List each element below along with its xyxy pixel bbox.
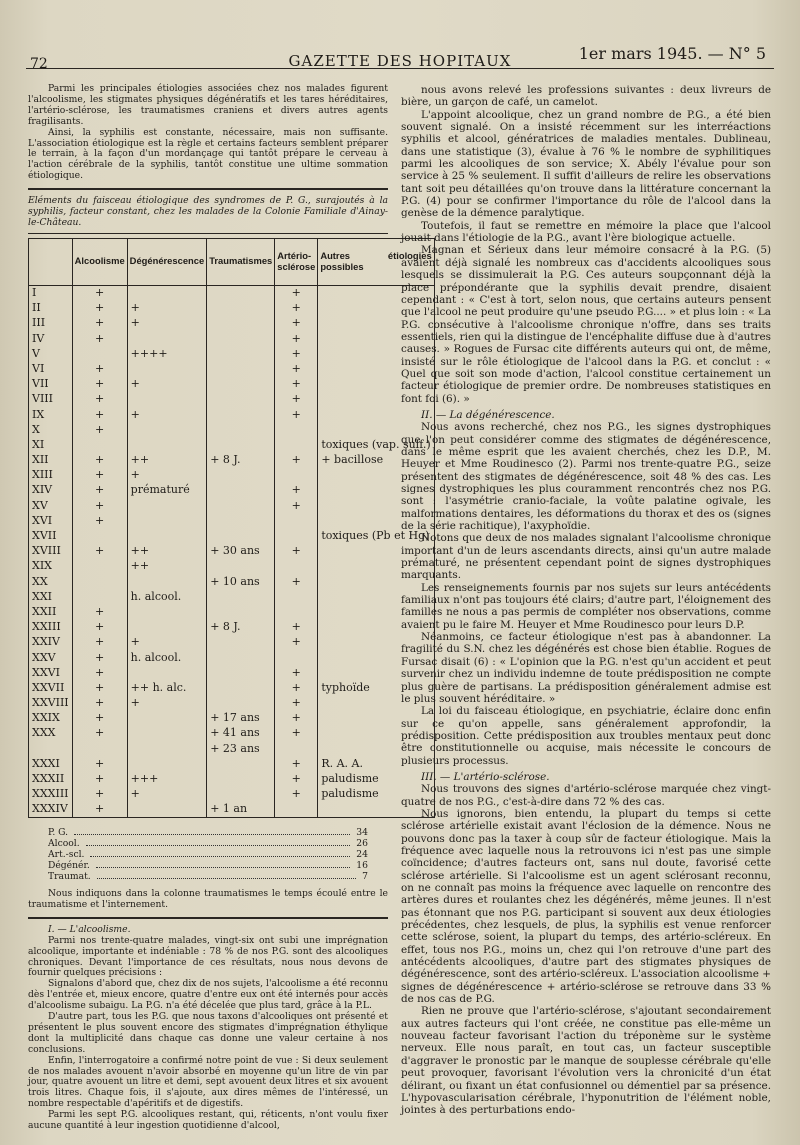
table-row <box>29 499 435 514</box>
table-cell: + <box>275 285 318 301</box>
summary-value: 26 <box>356 838 368 850</box>
table-cell <box>127 726 207 741</box>
table-cell: VII <box>29 377 73 392</box>
summary-label: Traumat. <box>48 871 91 883</box>
table-cell: XXIX <box>29 711 73 726</box>
table-cell: + <box>275 726 318 741</box>
table-cell: + <box>72 392 127 407</box>
table-cell: R. A. A. <box>318 757 434 772</box>
table-cell: + <box>72 468 127 483</box>
table-cell: VI <box>29 362 73 377</box>
table-cell: + <box>72 499 127 514</box>
table-cell <box>275 438 318 453</box>
table-row <box>29 514 435 529</box>
table-cell: XX <box>29 574 73 589</box>
table-cell <box>127 620 207 635</box>
divider <box>28 917 388 919</box>
table-cell: XXXI <box>29 757 73 772</box>
table-cell: + <box>275 620 318 635</box>
summary-row <box>28 828 388 839</box>
table-cell <box>275 514 318 529</box>
table-cell: + <box>72 316 127 331</box>
table-cell: + <box>127 787 207 802</box>
table-cell: +++ <box>127 772 207 787</box>
table-cell: + <box>127 468 207 483</box>
table-cell: + <box>72 787 127 802</box>
table-cell: + <box>72 407 127 422</box>
table-cell: XXVIII <box>29 696 73 711</box>
table-row <box>29 331 435 346</box>
summary-label: Alcool. <box>48 838 80 850</box>
table-cell: XV <box>29 499 73 514</box>
paragraph: Néanmoins, ce facteur étiologique n'est pas à abandonner. La fragilité du S.N. chez les dégénérés est chose bien établie. Rogues de Fursac disait (6) : « L'opinion que la P.G. n'est qu'un accident et peut survenir chez un individu indemne de toute prédisposition ne compte plus guère de partisans. La prédisposition généralement admise est le plus souvent héréditaire. » <box>401 631 771 705</box>
table-cell <box>207 483 275 498</box>
table-cell: XXI <box>29 590 73 605</box>
table-row <box>29 423 435 438</box>
section-text <box>28 936 388 1132</box>
table-cell: + <box>275 544 318 559</box>
table-cell: III <box>29 316 73 331</box>
table-header-row <box>29 238 435 285</box>
table-cell <box>207 757 275 772</box>
table-cell: + <box>72 605 127 620</box>
table-cell <box>72 590 127 605</box>
paragraph: nous avons relevé les professions suivantes : deux livreurs de bière, un garçon de café, un camelot. <box>401 84 771 109</box>
table-cell <box>127 438 207 453</box>
table-cell <box>207 499 275 514</box>
table-cell: XXVII <box>29 681 73 696</box>
table-cell <box>127 423 207 438</box>
table-cell: XXIII <box>29 620 73 635</box>
table-cell: + <box>127 635 207 650</box>
table-row <box>29 650 435 665</box>
table-row <box>29 468 435 483</box>
paragraph: Nous ignorons, bien entendu, la plupart du temps si cette sclérose artérielle existait avant l'éclosion de la démence. Nous ne pouvons donc pas la taxer à coup sûr de facteur étiologique. Mais la fréquence avec laquelle nous la retrouvons ici n'est pas une simple coïncidence; d'autres facteurs ont, sans nul doute, favorisé cette sclérose artérielle. Si l'alcoolisme est un agent sclérosant reconnu, on ne connaît pas moins la fréquence avec laquelle on rencontre des artères dures et roulantes chez les dégénérés, même jeunes. Il n'est pas étonnant que nos P.G. participant si souvent aux deux étiologies précédentes, chez lesquels, de plus, la syphilis est venue renforcer cette sclérose, soient, la plupart du temps, des artério-scléreux. En effet, tous nos P.G., moins un, chez qui l'on retrouve d'une part des antécédents alcooliques, d'autre part des stigmates physiques de dégénérescence, sont des artério-scléreux. L'association alcoolisme + signes de dégénérescence + artério-sclérose se retrouve dans 33 % de nos cas de P.G. <box>401 807 771 1006</box>
page-header <box>26 44 774 72</box>
table-row <box>29 696 435 711</box>
table-cell: + <box>72 377 127 392</box>
table-cell <box>127 757 207 772</box>
table-cell: + <box>275 453 318 468</box>
table-cell: + <box>275 347 318 362</box>
column-header: Traumatismes <box>207 238 275 285</box>
table-cell: + 17 ans <box>207 711 275 726</box>
table-cell: XXXIII <box>29 787 73 802</box>
table-cell: + <box>275 499 318 514</box>
table-cell <box>127 529 207 544</box>
table-cell <box>207 301 275 316</box>
issue-date: 1er mars 1945. — N° 5 <box>578 44 766 63</box>
table-cell: + <box>72 772 127 787</box>
table-cell <box>29 742 73 757</box>
table-cell <box>72 438 127 453</box>
table-cell: + <box>72 483 127 498</box>
table-cell: + <box>275 772 318 787</box>
column-header: Artério-sclérose <box>275 238 318 285</box>
table-cell <box>207 392 275 407</box>
table-cell <box>275 650 318 665</box>
table-cell <box>207 696 275 711</box>
table-cell: + <box>275 362 318 377</box>
table-cell: XVII <box>29 529 73 544</box>
paragraph: Nous trouvons des signes d'artério-sclérose marquée chez vingt-quatre de nos P.G., c'est-à-dire dans 72 % des cas. <box>401 783 771 808</box>
table-cell: XXVI <box>29 666 73 681</box>
table-cell: + <box>275 666 318 681</box>
table-cell: + 8 J. <box>207 620 275 635</box>
table-cell: + 30 ans <box>207 544 275 559</box>
table-cell: + <box>275 711 318 726</box>
paragraph: Enfin, l'interrogatoire a confirmé notre point de vue : Si deux seulement de nos malades avouent n'avoir absorbé en moyenne qu'un litre de vin par jour, quatre avouent un litre et demi, sept avouent deux litres et six avouent trois litres. Chaque fois, il s'ajoute, aux dires mêmes de l'intéressé, un nombre respectable d'apéritifs et de digestifs. <box>28 1054 388 1110</box>
table-cell: prématuré <box>127 483 207 498</box>
table-cell <box>207 681 275 696</box>
table-cell: + <box>72 362 127 377</box>
paragraph: Parmi les principales étiologies associées chez nos malades figurent l'alcoolisme, les stigmates physiques dégénératifs et les tares héréditaires, l'artério-sclérose, les traumatismes craniens et divers autres agents fragilisants. <box>28 83 388 127</box>
table-cell: ++ <box>127 559 207 574</box>
table-cell: typhoïde <box>318 681 434 696</box>
table-cell: XI <box>29 438 73 453</box>
table-cell <box>207 331 275 346</box>
table-row <box>29 681 435 696</box>
dot-leader <box>74 828 350 835</box>
table-cell <box>207 529 275 544</box>
table-cell <box>72 347 127 362</box>
table-cell: paludisme <box>318 772 434 787</box>
table-row <box>29 347 435 362</box>
dot-leader <box>96 861 351 868</box>
table-caption: Eléments du faisceau étiologique des syndromes de P. G., surajoutés à la syphilis, facteur constant, chez les malades de la Colonie Familiale d'Ainay-le-Château. <box>28 195 388 228</box>
column-header: Dégénérescence <box>127 238 207 285</box>
column-header: Autres étiologies possibles <box>318 238 434 285</box>
table-cell: + <box>275 392 318 407</box>
table-cell <box>72 559 127 574</box>
section-title: II. — La dégénérescence. <box>421 408 555 421</box>
table-cell: XXXIV <box>29 802 73 818</box>
table-row <box>29 711 435 726</box>
table-cell <box>275 802 318 818</box>
table-cell <box>207 468 275 483</box>
table-cell: XIV <box>29 483 73 498</box>
table-row <box>29 742 435 757</box>
table-cell <box>275 559 318 574</box>
table-cell <box>207 635 275 650</box>
table-cell: XXV <box>29 650 73 665</box>
table-cell: XII <box>29 453 73 468</box>
table-cell <box>127 362 207 377</box>
paragraph: Signalons d'abord que, chez dix de nos sujets, l'alcoolisme a été reconnu dès l'entrée et, mieux encore, quatre d'entre eux ont été internés pour accès d'alcoolisme subaigu. La P.G. n'a été décelée que plus tard, grâce à la P.L. <box>28 978 388 1012</box>
table-cell <box>207 787 275 802</box>
table-cell: + <box>127 301 207 316</box>
page-number: 72 <box>30 56 48 72</box>
table-cell <box>127 574 207 589</box>
table-cell: + <box>72 711 127 726</box>
summary-value: 7 <box>362 871 368 883</box>
table-cell: + <box>72 802 127 818</box>
table-cell <box>127 742 207 757</box>
table-cell <box>127 802 207 818</box>
table-cell: ++ h. alc. <box>127 681 207 696</box>
table-cell: + <box>72 757 127 772</box>
table-cell: + <box>275 377 318 392</box>
table-cell: + 41 ans <box>207 726 275 741</box>
table-row <box>29 453 435 468</box>
table-cell <box>72 742 127 757</box>
table-cell <box>207 514 275 529</box>
table-cell: V <box>29 347 73 362</box>
table-cell: XIX <box>29 559 73 574</box>
right-column <box>401 84 771 1117</box>
table-cell: + <box>275 301 318 316</box>
table-cell <box>207 377 275 392</box>
table-cell: + <box>127 696 207 711</box>
table-cell: XVI <box>29 514 73 529</box>
table-cell <box>207 362 275 377</box>
table-row <box>29 362 435 377</box>
section-title: I. — L'alcoolisme. <box>48 923 131 935</box>
summary-row <box>28 872 388 883</box>
table-row <box>29 574 435 589</box>
table-cell: IX <box>29 407 73 422</box>
table-cell <box>127 514 207 529</box>
table-cell <box>207 666 275 681</box>
table-cell <box>275 590 318 605</box>
paragraph: Rien ne prouve que l'artério-sclérose, s'ajoutant secondairement aux autres facteurs qui l'ont créée, ne constitue pas elle-même un nouveau facteur favorisant l'action du tréponème sur le système nerveux. Elle nous paraît, en tout cas, un facteur susceptible d'aggraver le pronostic par le manque de souplesse cérébrale qu'elle peut provoquer, favorisant l'évolution vers la chronicité d'un état délirant, ou fixant un état confusionnel ou démentiel par sa présence. L'hypovascularisation cérébrale, l'hyponutrition de l'élément noble, jointes à des perturbations endo- <box>401 1005 771 1117</box>
table-row <box>29 620 435 635</box>
table-cell: + <box>275 316 318 331</box>
table-row <box>29 529 435 544</box>
table-cell <box>127 605 207 620</box>
table-cell: + <box>72 453 127 468</box>
table-cell <box>207 559 275 574</box>
summary-label: Art.-scl. <box>48 849 85 861</box>
table-cell: + <box>127 407 207 422</box>
table-cell: + <box>275 331 318 346</box>
table-cell: X <box>29 423 73 438</box>
table-cell: paludisme <box>318 787 434 802</box>
paragraph: Nous avons recherché, chez nos P.G., les signes dystrophiques que l'on peut considérer comme des stigmates de dégénérescence, dans le même esprit que les avaient cherchés, chez les D.P., M. Heuyer et Mme Roudinesco (2). Parmi nos trente-quatre P.G., seize présentent des stigmates de dégénérescence, soit 48 % des cas. Les signes dystrophiques les plus couramment rencontrés chez nos P.G. sont : l'asymétrie cranio-faciale, la voûte palatine ogivale, les malformations dentaires, les déformations du thorax et des os (signes de la série rachitique), l'axyphoïdie. <box>401 421 771 533</box>
paragraph: Magnan et Sérieux dans leur mémoire consacré à la P.G. (5) avaient déjà signalé les nombreux cas d'accidents alcooliques sous lesquels se dissimulerait la P.G. Ces auteurs soupçonnant déjà la place prépondérante que la syphilis devait prendre, disaient cependant : « C'est à tort, selon nous, que certains auteurs pensent que l'alcool ne peut produire qu'une pseudo P.G.... » et plus loin : « La P.G. consécutive à l'alcoolisme chronique n'offre, dans ses traits essentiels, rien qui la distingue de l'encéphalite diffuse due à d'autres causes. » Rogues de Fursac cite différents auteurs qui ont, de même, insisté sur le rôle étiologique de l'alcool dans la P.G. et conclut : « Quel que soit son mode d'action, l'alcool constitue certainement un facteur étiologique de premier ordre. De nombreuses statistiques en font foi (6). » <box>401 244 771 405</box>
table-cell <box>275 468 318 483</box>
table-cell: XVIII <box>29 544 73 559</box>
table-cell: + <box>72 514 127 529</box>
table-cell: + 1 an <box>207 802 275 818</box>
table-cell: + <box>127 377 207 392</box>
table-cell: + 23 ans <box>207 742 275 757</box>
paragraph: Notons que deux de nos malades signalant l'alcoolisme chronique important d'un de leurs ascendants directs, ainsi qu'un autre malade prématuré, ne présentent cependant point de signes dystrophiques marquants. <box>401 532 771 582</box>
table-cell: + <box>72 620 127 635</box>
table-cell: toxiques (Pb et Hg) <box>318 529 434 544</box>
divider <box>28 188 388 190</box>
dot-leader <box>90 850 350 857</box>
table-cell: + <box>275 757 318 772</box>
summary-note: Nous indiquons dans la colonne traumatismes le temps écoulé entre le traumatisme et l'internement. <box>28 887 388 910</box>
left-column <box>28 83 432 1132</box>
table-cell: + bacillose <box>318 453 434 468</box>
table-row <box>29 757 435 772</box>
table-row <box>29 559 435 574</box>
table-cell <box>127 499 207 514</box>
table-cell: + <box>275 681 318 696</box>
table-cell <box>207 423 275 438</box>
table-cell: + <box>275 574 318 589</box>
table-cell: XXXII <box>29 772 73 787</box>
table-row <box>29 544 435 559</box>
table-row <box>29 483 435 498</box>
table-cell: II <box>29 301 73 316</box>
table-cell <box>207 605 275 620</box>
etiology-table <box>28 238 435 819</box>
table-cell <box>275 605 318 620</box>
paragraph: Les renseignements fournis par nos sujets sur leurs antécédents familiaux n'ont pas toujours été clairs; d'autre part, l'éloignement des familles ne nous a pas permis de compléter nos observations, comme avaient pu le faire M. Heuyer et Mme Roudinesco pour leurs D.P. <box>401 581 771 631</box>
intro-text <box>28 84 388 182</box>
table-row <box>29 726 435 741</box>
table-cell: + <box>72 301 127 316</box>
table-cell <box>275 742 318 757</box>
table-cell <box>127 666 207 681</box>
table-cell <box>207 438 275 453</box>
table-row <box>29 787 435 802</box>
summary-list <box>28 828 388 883</box>
table-row <box>29 285 435 301</box>
table-cell: + <box>275 696 318 711</box>
divider <box>28 233 388 234</box>
table-cell: + <box>72 650 127 665</box>
table-cell: ++ <box>127 453 207 468</box>
table-cell: + <box>275 635 318 650</box>
table-cell: + <box>275 787 318 802</box>
table-cell <box>275 423 318 438</box>
table-cell: I <box>29 285 73 301</box>
column-header: Alcoolisme <box>72 238 127 285</box>
table-cell: + <box>275 483 318 498</box>
table-cell <box>207 407 275 422</box>
table-cell: + <box>72 423 127 438</box>
table-cell: + <box>72 635 127 650</box>
table-cell <box>72 529 127 544</box>
table-cell: ++++ <box>127 347 207 362</box>
dot-leader <box>86 839 351 846</box>
table-cell <box>207 285 275 301</box>
table-cell: VIII <box>29 392 73 407</box>
table-cell: + 10 ans <box>207 574 275 589</box>
table-row <box>29 438 435 453</box>
table-cell: + 8 J. <box>207 453 275 468</box>
summary-value: 34 <box>356 827 368 839</box>
dot-leader <box>97 872 356 879</box>
paragraph: Parmi nos trente-quatre malades, vingt-six ont subi une imprégnation alcoolique, importante et indéniable : 78 % de nos P.G. sont des alcooliques chroniques. Devant l'importance de ces résultats, nous nous devons de fournir quelques précisions : <box>28 934 388 979</box>
table-row <box>29 590 435 605</box>
table-cell: ++ <box>127 544 207 559</box>
table-cell: h. alcool. <box>127 650 207 665</box>
table-row <box>29 772 435 787</box>
table-cell: + <box>72 331 127 346</box>
summary-value: 24 <box>356 849 368 861</box>
table-cell: + <box>72 544 127 559</box>
table-cell <box>275 529 318 544</box>
column-header <box>29 238 73 285</box>
table-cell: + <box>72 666 127 681</box>
paragraph: La loi du faisceau étiologique, en psychiatrie, éclaire donc enfin sur ce qu'on appelle, sans généralement approfondir, la prédisposition. Cette prédisposition aux troubles mentaux peut donc être constitutionnelle ou acquise, mais nécessite le concours de plusieurs processus. <box>401 705 771 767</box>
table-cell: XXII <box>29 605 73 620</box>
section-title: III. — L'artério-sclérose. <box>421 770 550 783</box>
table-cell: XXIV <box>29 635 73 650</box>
table-cell <box>207 650 275 665</box>
table-cell <box>72 574 127 589</box>
paragraph: L'appoint alcoolique, chez un grand nombre de P.G., a été bien souvent signalé. On a insisté récemment sur les interréactions syphilis et alcool, génératrices de maladies mentales. Dublineau, dans une statistique (3), évalue à 76 % le nombre de syphilitiques parmi les alcooliques de son service; X. Abély l'évalue pour son service à 25 % seulement. Il suffit d'ailleurs de relire les observations tant soit peu détaillées qu'on trouve dans la littérature concernant la P.G. (4) pour se confirmer l'importance du rôle de l'alcool dans la genèse de la démence paralytique. <box>401 108 771 220</box>
summary-label: P. G. <box>48 827 69 839</box>
paragraph: D'autre part, tous les P.G. que nous taxons d'alcooliques ont présenté et présentent le plus souvent encore des stigmates d'imprégnation éthylique dont la multiplicité dans chaque cas donne une valeur certaine à nos conclusions. <box>28 1011 388 1055</box>
table-cell: + <box>275 407 318 422</box>
table-cell: XXX <box>29 726 73 741</box>
table-cell <box>207 347 275 362</box>
table-row <box>29 301 435 316</box>
table-cell: XIII <box>29 468 73 483</box>
journal-title: GAZETTE DES HOPITAUX <box>288 52 512 70</box>
table-cell <box>207 316 275 331</box>
table-cell: h. alcool. <box>127 590 207 605</box>
section-text <box>401 421 771 767</box>
table-cell <box>127 392 207 407</box>
summary-value: 16 <box>356 860 368 872</box>
section-text <box>401 783 771 1116</box>
table-cell: + <box>72 285 127 301</box>
table-row <box>29 377 435 392</box>
table-cell: + <box>127 316 207 331</box>
paragraph: Toutefois, il faut se remettre en mémoire la place que l'alcool jouait dans l'étiologie de la P.G., avant l'ère biologique actuelle. <box>401 219 771 245</box>
table-cell: + <box>72 696 127 711</box>
table-row <box>29 635 435 650</box>
table-cell: + <box>72 726 127 741</box>
table-row <box>29 392 435 407</box>
table-row <box>29 407 435 422</box>
table-cell: toxiques (vap. sulf.) <box>318 438 434 453</box>
table-row <box>29 802 435 818</box>
table-cell: + <box>72 681 127 696</box>
table-row <box>29 666 435 681</box>
table-row <box>29 605 435 620</box>
table-cell: IV <box>29 331 73 346</box>
table-cell <box>207 772 275 787</box>
section-text <box>401 84 771 405</box>
table-cell <box>207 590 275 605</box>
table-cell <box>127 331 207 346</box>
table-cell <box>127 711 207 726</box>
table-row <box>29 316 435 331</box>
paragraph: Parmi les sept P.G. alcooliques restant, qui, réticents, n'ont voulu fixer aucune quantité à leur ingestion quotidienne d'alcool, <box>28 1109 388 1132</box>
table-cell <box>127 285 207 301</box>
paragraph: Ainsi, la syphilis est constante, nécessaire, mais non suffisante. L'association étiologique est la règle et certains facteurs semblent préparer le terrain, à la façon d'un mordançage qui tantôt prépare le cerveau à l'action cérébrale de la syphilis, tantôt constitue une ultime sommation étiologique. <box>28 126 388 182</box>
summary-label: Dégénér. <box>48 860 90 872</box>
